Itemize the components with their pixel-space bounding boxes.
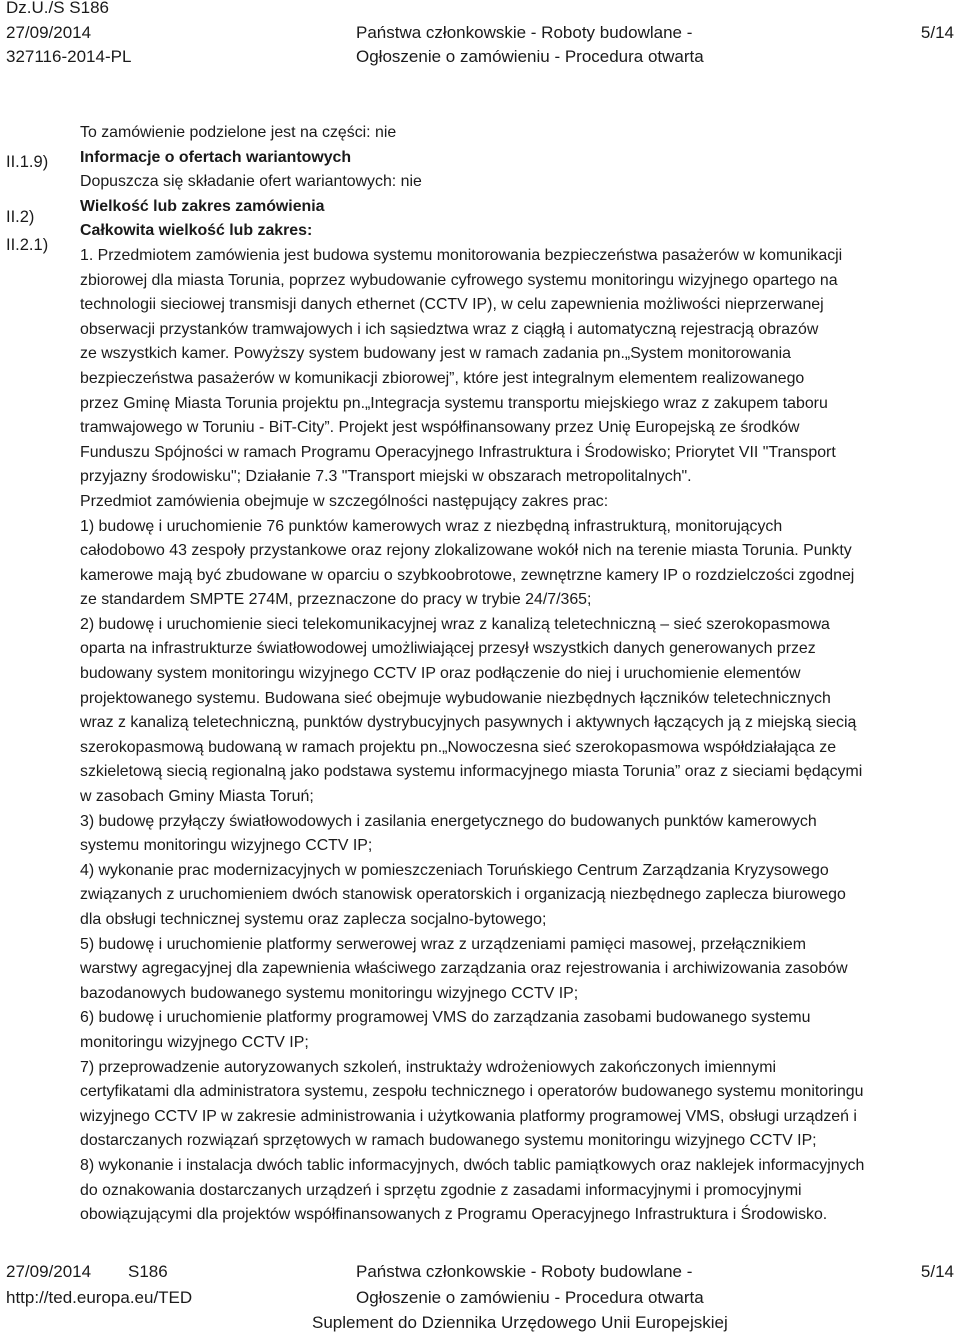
page-footer [0,1262,960,1334]
text-line: 2) budowę i uruchomienie sieci telekomunikacyjnej wraz z kanalizą teletechniczną – sieć szerokopasmowa [80,615,830,633]
footer-issue: S186 [128,1262,168,1281]
section-number: II.2.1) [6,236,49,254]
header-page-number: 5/14 [920,23,954,42]
text-line: do oznakowania dostarczanych urządzeń i sprzętu zgodnie z zasadami informacyjnymi i promocyjnymi [80,1181,802,1199]
text-line: 1) budowę i uruchomienie 76 punktów kamerowych wraz z niezbędną infrastrukturą, monitorujących [80,517,783,535]
text-line: certyfikatami dla administratora systemu, zespołu technicznego i operatorów budowanego systemu monitoringu [80,1083,864,1101]
text-line: projektowanego systemu. Budowana sieć obejmuje wybudowanie niezbędnych łączników teletechnicznych [80,689,831,707]
footer-url-link[interactable]: http://ted.europa.eu/TED [6,1288,193,1307]
text-line: szkieletową siecią regionalną jako podstawa systemu informacyjnego miasta Torunia” oraz z sieciami będącymi [80,763,863,781]
header-date: 27/09/2014 [6,23,92,42]
text-line: kamerowe mają być zbudowane w oparciu o szybkoobrotowe, zewnętrzne kamery IP o rozdzielczości zgodnej [80,566,855,584]
text-line: To zamówienie podzielone jest na części: nie [80,124,397,141]
footer-supplement: Suplement do Dziennika Urzędowego Unii Europejskiej [312,1313,728,1332]
text-line: monitoringu wizyjnego CCTV IP; [80,1033,309,1051]
main-content [80,121,950,1228]
text-line: całodobowo 43 zespoły przystankowe oraz rejony zlokalizowane wokół nich na terenie miasta Torunia. Punkty [80,542,852,560]
text-line: Dopuszcza się składanie ofert wariantowych: nie [80,173,422,191]
text-line: ze wszystkich kamer. Powyższy system budowany jest w ramach zadania pn.„System monitorowania [80,345,791,363]
text-line: Całkowita wielkość lub zakres: [80,222,313,240]
text-line: ze standardem SMPTE 274M, przeznaczone do pracy w trybie 24/7/365; [80,591,592,609]
text-line: systemu monitoringu wizyjnego CCTV IP; [80,837,373,855]
text-line: warstwy agregacyjnej dla zapewnienia właściwego zarządzania oraz rejestrowania i archiwizowania zasobów [80,960,848,978]
text-line: Funduszu Spójności w ramach Programu Operacyjnego Infrastruktura i Środowisko; Priorytet VII "Transport [80,443,836,461]
text-line: 6) budowę i uruchomienie platformy programowej VMS do zarządzania zasobami budowanego systemu [80,1009,811,1027]
header-title-line2: Ogłoszenie o zamówieniu - Procedura otwarta [356,47,704,66]
text-line: budowany system monitoringu wizyjnego CCTV IP oraz podłączenie do niej i uruchomienie elementów [80,665,801,683]
text-line: przez Gminę Miasta Torunia projektu pn.„Integracja systemu transportu miejskiego wraz z zakupem taboru [80,394,828,412]
text-line: 1. Przedmiotem zamówienia jest budowa systemu monitorowania bezpieczeństwa pasażerów w komunikacji [80,246,843,264]
page-header [0,0,960,70]
text-line: 8) wykonanie i instalacja dwóch tablic informacyjnych, dwóch tablic pamiątkowych oraz naklejek informacyjnych [80,1156,865,1174]
text-line: związanych z uruchomieniem dwóch stanowisk operatorskich i organizacją niezbędnego zaplecza biurowego [80,886,846,904]
section-number: II.2) [6,208,35,226]
text-line: obowiązującymi dla projektów współfinansowanych z Programu Operacyjnego Infrastruktura i Środowisko. [80,1206,828,1224]
text-line: technologii sieciowej transmisji danych ethernet (CCTV IP), w celu zapewnienia możliwości nieprzerwanej [80,296,824,314]
text-line: 3) budowę przyłączy światłowodowych i zasilania energetycznego do budowanych punktów kamerowych [80,812,817,830]
text-line: wizyjnego CCTV IP w zakresie administrowania i użytkowania platformy programowej VMS, obsługi urządzeń i [80,1107,857,1125]
footer-page-number: 5/14 [920,1262,954,1281]
header-title-line1: Państwa członkowskie - Roboty budowlane - [356,23,693,42]
text-line: w zasobach Gminy Miasta Toruń; [80,788,314,806]
footer-title-line1: Państwa członkowskie - Roboty budowlane - [356,1262,693,1281]
text-line: tramwajowego w Toruniu - BiT-City”. Projekt jest współfinansowany przez Unię Europejską ze środków [80,419,800,437]
text-line: 7) przeprowadzenie autoryzowanych szkoleń, instruktaży wdrożeniowych zakończonych imiennymi [80,1058,776,1076]
text-line: dla obsługi technicznej systemu oraz zaplecza socjalno-bytowego; [80,911,547,928]
section-number: II.1.9) [6,153,49,171]
text-line: oparta na infrastrukturze światłowodowej umożliwiającej przesył wszystkich danych generowanych przez [80,640,816,658]
text-line: obserwacji przystanków tramwajowych i ich sąsiedztwa wraz z ciągłą i automatyczną rejestracją obrazów [80,320,819,338]
footer-date: 27/09/2014 [6,1262,92,1281]
text-line: bazodanowych budowanego systemu monitoringu wizyjnego CCTV IP; [80,984,579,1002]
document-id: 327116-2014-PL [6,47,132,66]
text-line: Informacje o ofertach wariantowych [80,148,352,166]
text-line: Przedmiot zamówienia obejmuje w szczególności następujący zakres prac: [80,492,609,510]
journal-ref: Dz.U./S S186 [6,0,109,17]
text-line: przyjazny środowisku"; Działanie 7.3 "Transport miejski w obszarach metropolitalnych". [80,468,692,486]
text-line: 5) budowę i uruchomienie platformy serwerowej wraz z urządzeniami pamięci masowej, przełącznikiem [80,935,806,953]
text-line: zbiorowej dla miasta Torunia, poprzez wybudowanie cyfrowego systemu monitoringu wizyjnego opartego na [80,271,838,289]
text-line: 4) wykonanie prac modernizacyjnych w pomieszczeniach Toruńskiego Centrum Zarządzania Kryzysowego [80,861,829,879]
text-line: bezpieczeństwa pasażerów w komunikacji zbiorowej”, które jest integralnym elementem realizowanego [80,369,805,387]
text-line: dostarczanych rozwiązań sprzętowych w ramach budowanego systemu monitoringu wizyjnego CCTV IP; [80,1132,817,1150]
text-line: wraz z kanalizą teletechniczną, punktów dystrybucyjnych pasywnych i aktywnych łączących ją z miejską siecią [80,714,857,732]
text-line: Wielkość lub zakres zamówienia [80,197,325,215]
text-line: szerokopasmową budowaną w ramach projektu pn.„Nowoczesna sieć szerokopasmowa współdziałająca ze [80,738,837,756]
footer-title-line2: Ogłoszenie o zamówieniu - Procedura otwarta [356,1288,704,1307]
